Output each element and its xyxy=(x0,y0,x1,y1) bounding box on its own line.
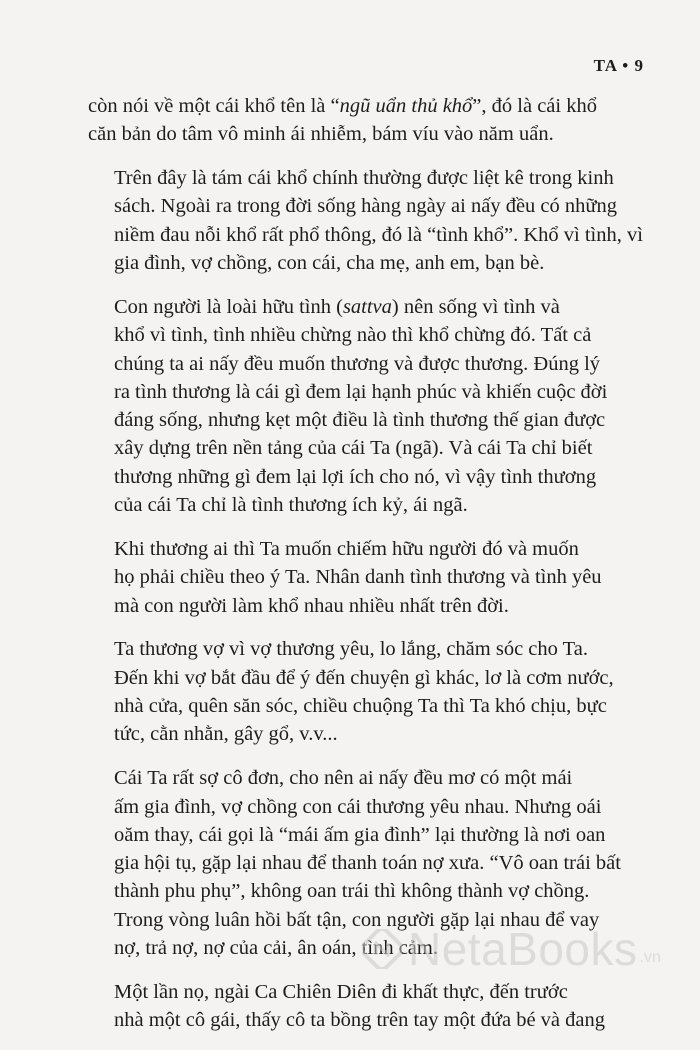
text-run: ấm gia đình, vợ chồng con cái thương yêu nhau. Nhưng oái xyxy=(114,795,602,818)
text-run: ra tình thương là cái gì đem lại hạnh phúc và khiến cuộc đời xyxy=(114,380,608,403)
text-line xyxy=(88,192,660,220)
text-run: mà con người làm khổ nhau nhiều nhất trên đời. xyxy=(114,594,509,617)
text-run: Ta thương vợ vì vợ thương yêu, lo lắng, chăm sóc cho Ta. xyxy=(114,638,588,661)
text-line xyxy=(88,350,660,378)
text-line xyxy=(88,821,660,849)
text-run: căn bản do tâm vô minh ái nhiễm, bám víu vào năm uẩn. xyxy=(88,123,554,146)
text-run: họ phải chiều theo ý Ta. Nhân danh tình thương và tình yêu xyxy=(114,566,602,589)
text-line xyxy=(88,635,660,663)
text-line xyxy=(88,164,660,192)
text-run: ) nên sống vì tình và xyxy=(391,295,560,318)
text-line xyxy=(88,1006,660,1034)
text-run: Một lần nọ, ngài Ca Chiên Diên đi khất thực, đến trước xyxy=(114,980,568,1003)
text-run: còn nói về một cái khổ tên là “ xyxy=(88,95,340,117)
watermark-suffix: .vn xyxy=(639,949,661,966)
text-line xyxy=(88,664,660,692)
running-head: TA • 9 xyxy=(593,56,644,75)
text-line xyxy=(88,463,660,491)
text-run: Cái Ta rất sợ cô đơn, cho nên ai nấy đều mơ có một mái xyxy=(114,767,573,790)
text-run: đáng sống, nhưng kẹt một điều là tình thương thế gian được xyxy=(114,409,606,432)
paragraph xyxy=(88,978,660,1035)
watermark xyxy=(362,922,661,976)
text-run: Đến khi vợ bắt đầu để ý đến chuyện gì khác, lơ là cơm nước, xyxy=(114,666,614,689)
text-run: Trên đây là tám cái khổ chính thường được liệt kê trong kinh xyxy=(114,167,614,190)
text-line xyxy=(88,491,660,519)
text-line xyxy=(88,563,660,591)
text-line xyxy=(88,92,660,120)
text-line xyxy=(88,535,660,563)
text-line xyxy=(88,720,660,748)
text-line xyxy=(88,978,660,1006)
paragraph xyxy=(88,293,660,519)
text-run: oăm thay, cái gọi là “mái ấm gia đình” lại thường là nơi oan xyxy=(114,823,606,846)
text-run: Con người là loài hữu tình ( xyxy=(114,295,343,318)
text-line xyxy=(88,692,660,720)
text-run: thương những gì đem lại lợi ích cho nó, vì vậy tình thương xyxy=(114,465,597,488)
text-run: xây dựng trên nền tảng của cái Ta (ngã). Và cái Ta chỉ biết xyxy=(114,437,593,460)
text-line xyxy=(88,249,660,277)
text-run: niềm đau nỗi khổ rất phổ thông, đó là “tình khổ”. Khổ vì tình, vì xyxy=(114,223,643,246)
text-run: nhà một cô gái, thấy cô ta bồng trên tay một đứa bé và đang xyxy=(114,1009,606,1032)
text-line xyxy=(88,378,660,406)
text-run: khổ vì tình, tình nhiều chừng nào thì khổ chừng đó. Tất cả xyxy=(114,324,592,347)
text-run: nhà cửa, quên săn sóc, chiều chuộng Ta thì Ta khó chịu, bực xyxy=(114,695,607,718)
text-run: thành phu phụ”, không oan trái thì không thành vợ chồng. xyxy=(114,880,590,903)
paragraph xyxy=(88,164,660,277)
text-line xyxy=(88,877,660,905)
text-line xyxy=(88,321,660,349)
text-line xyxy=(88,221,660,249)
text-run: sách. Ngoài ra trong đời sống hàng ngày ai nấy đều có những xyxy=(114,195,618,218)
text-line xyxy=(88,592,660,620)
italic-term: sattva xyxy=(342,295,392,318)
text-run: chúng ta ai nấy đều muốn thương và được thương. Đúng lý xyxy=(114,352,601,375)
netabooks-logo-icon xyxy=(362,929,402,969)
paragraph xyxy=(88,535,660,620)
text-line xyxy=(88,793,660,821)
watermark-brand: NetaBooks xyxy=(408,923,638,975)
text-line xyxy=(88,120,660,148)
text-run: gia đình, vợ chồng, con cái, cha mẹ, anh em, bạn bè. xyxy=(114,252,545,275)
text-run: Khi thương ai thì Ta muốn chiếm hữu người đó và muốn xyxy=(114,537,579,560)
paragraph xyxy=(88,92,660,149)
italic-term: ngũ uẩn thủ khổ xyxy=(339,95,473,117)
text-run: ”, đó là cái khổ xyxy=(472,95,597,117)
text-line xyxy=(88,293,660,321)
text-run: nợ, trả nợ, nợ của cải, ân oán, tình cảm. xyxy=(114,936,438,959)
text-run: Trong vòng luân hồi bất tận, con người gặp lại nhau để vay xyxy=(114,908,600,931)
text-run: tức, cằn nhằn, gây gổ, v.v... xyxy=(114,723,338,746)
text-line xyxy=(88,406,660,434)
text-run: gia hội tụ, gặp lại nhau để thanh toán nợ xưa. “Vô oan trái bất xyxy=(114,852,621,875)
text-line xyxy=(88,434,660,462)
paragraph xyxy=(88,635,660,748)
text-run: của cái Ta chỉ là tình thương ích kỷ, ái ngã. xyxy=(114,494,468,517)
text-line xyxy=(88,764,660,792)
text-line xyxy=(88,849,660,877)
body-text xyxy=(88,92,660,1050)
